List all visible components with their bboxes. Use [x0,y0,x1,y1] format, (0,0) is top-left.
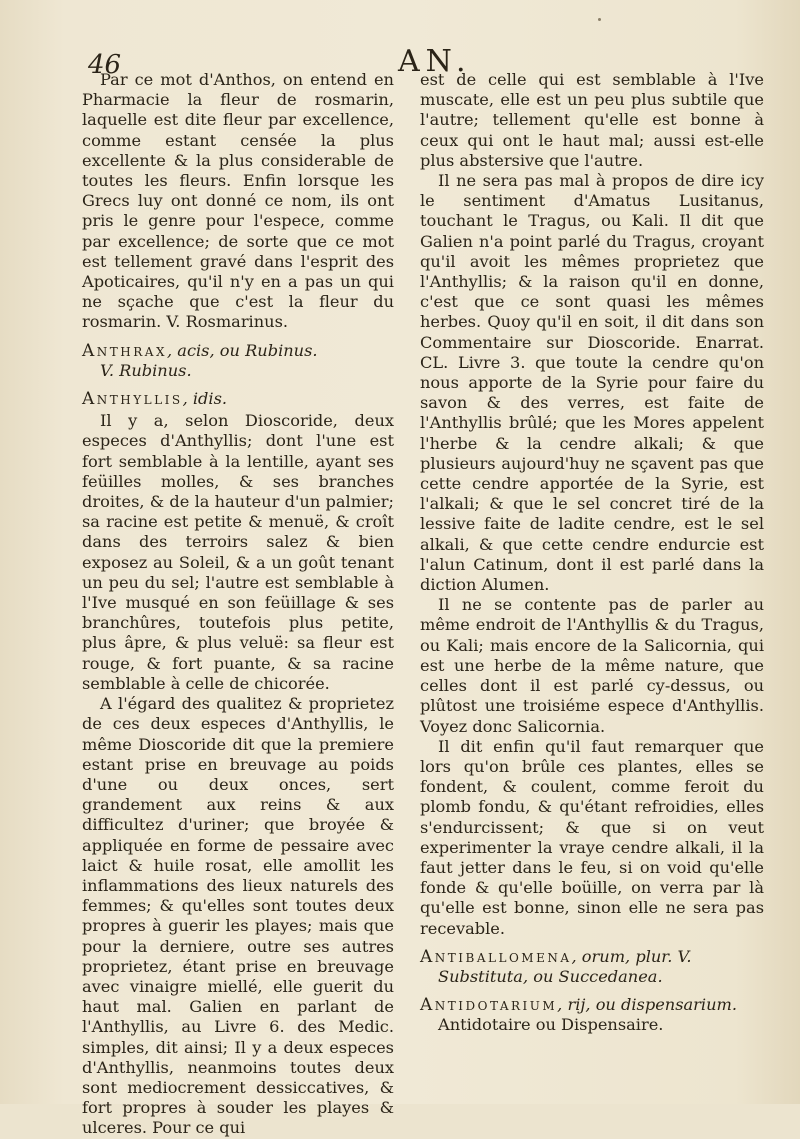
entry-anthrax [82,341,394,381]
entry-antiballomena [420,947,764,987]
paragraph-amatus: Il ne sera pas mal à propos de dire icy le sentiment d'Amatus Lusitanus, touchant le Tragus, ou Kali. Il dit que Galien n'a point parlé du Tragus, croyant qu'il avoit les mêmes proprietez que l'Anthyllis; & la raison qu'il en donne, c'est que ce sont quasi les mêmes herbes. Quoy qu'il en soit, il dit dans son Commentaire sur Dioscoride. Enarrat. CL. Livre 3. que toute la cendre qu'on nous apporte de la Syrie pour faire du savon & des verres, est faite de l'Anthyllis brûlé; que les Mores appelent l'herbe & la cendre alkali; & que plusieurs aujourd'huy ne sçavent pas que cette cendre apportée de la Syrie, est l'alkali; & que le sel concret tiré de la lessive faite de ladite cendre, est le sel alkali, & que cette cendre endurcie est l'alun Catinum, dont il est parlé dans la diction Alumen. [420,171,764,595]
headword-anthrax: Anthrax [82,340,167,361]
entry-antidotarium [420,995,764,1035]
paragraph-continued: est de celle qui est semblable à l'Ive muscate, elle est un peu plus subtile que l'autre; tellement qu'elle est bonne à ceux qui ont le haut mal; aussi est-elle plus abstersive que l'autre. [420,70,764,170]
entry-anthyllis [82,389,394,409]
page-number: 46 [88,50,122,80]
paragraph-anthyllis-species: Il y a, selon Dioscoride, deux especes d'Anthyllis; dont l'une est fort semblable à la lentille, ayant ses feüilles molles, & ses branches droites, & de la hauteur d'un palmier; sa racine est petite & menuë, & croît dans des terroirs salez & bien exposez au Soleil, & a un goût tenant un peu du sel; l'autre est semblable à l'Ive musqué en son feüillage & ses branchûres, toutefois plus petite, plus âpre, & plus veluë: sa fleur est rouge, & fort puante, & sa racine semblable à celle de chicorée. [82,411,394,693]
running-head: AN. [398,44,472,79]
entry-anthrax-see: V. Rubinus. [100,360,192,380]
paragraph-alkali-test: Il dit enfin qu'il faut remarquer que lors qu'on brûle ces plantes, elles se fondent, & coulent, comme feroit du plomb fondu, & qu'étant refroidies, elles s'endurcissent; & que si on veut experimenter la vraye cendre alkali, il la faut jetter dans le feu, si on void qu'elle fonde & qu'elle boüille, on verra par là qu'elle est bonne, sinon elle ne sera pas recevable. [420,736,764,938]
paragraph-salicornia: Il ne se contente pas de parler au même endroit de l'Anthyllis & du Tragus, ou Kali; mais encore de la Salicornia, qui est une herbe de la même nature, que celles dont il est parlé cy-dessus, ou plûtost une troisiéme espece d'Anthyllis. Voyez donc Salicornia. [420,595,764,736]
entry-antidotarium-translation: Antidotaire ou Dispensaire. [438,1015,664,1035]
headword-antidotarium: Antidotarium [420,995,558,1016]
entry-anthyllis-forms: , idis. [182,389,228,409]
paragraph-anthyllis-qualities: A l'égard des qualitez & proprietez de ces deux especes d'Anthyllis, le même Dioscoride dit que la premiere estant prise en breuvage au poids d'une ou deux onces, sert grandement aux reins & aux difficultez d'uriner; que broyée & appliquée en forme de pessaire avec laict & huile rosat, elle amollit les inflammations des lieux naturels des femmes; & qu'elles sont toutes deux propres à guerir les playes; mais que pour la derniere, outre ses autres proprietez, étant prise en breuvage avec vinaigre miellé, elle guerit du haut mal. Galien en parlant de l'Anthyllis, au Livre 6. des Medic. simples, dit ainsi; Il y a deux especes d'Anthyllis, neanmoins toutes deux sont mediocrement dessiccatives, & fort propres à souder les playes & ulceres. Pour ce qui [82,694,394,1138]
entry-anthrax-forms: , acis, ou Rubinus. [167,340,318,360]
headword-anthyllis: Anthyllis [82,389,183,410]
entry-antidotarium-forms: , rij, ou dispensarium. [557,995,738,1015]
right-column [420,70,764,1038]
paper-spot [598,18,601,21]
paragraph-anthos: Par ce mot d'Anthos, on entend en Pharmacie la fleur de rosmarin, laquelle est dite fleur par excellence, comme estant censée la plus excellente & la plus considerable de toutes les fleurs. Enfin lorsque les Grecs luy ont donné ce nom, ils ont pris le genre pour l'espece, comme par excellence; de sorte que ce mot est tellement gravé dans l'esprit des Apoticaires, qu'il n'y en a pas un qui ne sçache que c'est la fleur du rosmarin. V. Rosmarinus. [82,70,394,332]
headword-antiballomena: Antiballomena [420,946,572,967]
entry-antiballomena-forms: , orum, plur. V. [571,946,692,966]
left-column [82,70,394,1139]
entry-antiballomena-see: Substituta, ou Succedanea. [438,966,663,986]
